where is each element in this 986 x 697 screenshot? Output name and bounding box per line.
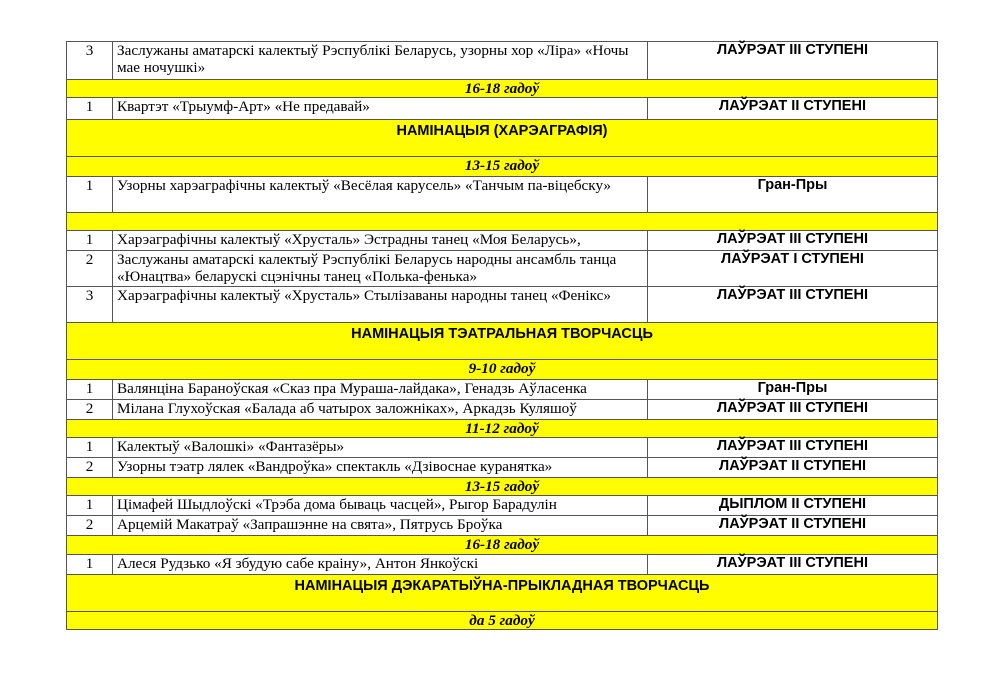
- row-number: 2: [67, 400, 113, 420]
- table-row: [67, 438, 938, 458]
- participant-name: Калектыў «Валошкі» «Фантазёры»: [113, 438, 648, 458]
- age-group-row: [67, 420, 938, 438]
- award-cell: Гран-Пры: [648, 380, 938, 400]
- age-group-heading: 11-12 гадоў: [67, 420, 938, 438]
- age-group-row: [67, 612, 938, 630]
- nomination-heading: НАМІНАЦЫЯ ДЭКАРАТЫЎНА-ПРЫКЛАДНАЯ ТВОРЧАСЦЬ: [67, 575, 938, 612]
- award-cell: ЛАЎРЭАТ ІІІ СТУПЕНІ: [648, 231, 938, 251]
- row-number: 1: [67, 98, 113, 120]
- award-cell: ЛАЎРЭАТ ІІ СТУПЕНІ: [648, 98, 938, 120]
- row-number: 1: [67, 438, 113, 458]
- award-cell: ЛАЎРЭАТ ІІ СТУПЕНІ: [648, 516, 938, 536]
- table-row: [67, 177, 938, 213]
- row-number: 3: [67, 42, 113, 80]
- row-number: 2: [67, 458, 113, 478]
- age-group-heading: 16-18 гадоў: [67, 80, 938, 98]
- table-row: [67, 380, 938, 400]
- participant-name: Валянціна Бараноўская «Сказ пра Мураша-лайдака», Генадзь Аўласенка: [113, 380, 648, 400]
- row-number: 1: [67, 380, 113, 400]
- age-group-row: [67, 213, 938, 231]
- participant-name: Цімафей Шыдлоўскі «Трэба дома бываць часцей», Рыгор Барадулін: [113, 496, 648, 516]
- row-number: 1: [67, 496, 113, 516]
- age-group-heading: 13-15 гадоў: [67, 478, 938, 496]
- table-row: [67, 98, 938, 120]
- age-group-row: [67, 536, 938, 555]
- row-number: 1: [67, 555, 113, 575]
- participant-name: Арцемій Макатраў «Запрашэнне на свята», Пятрусь Броўка: [113, 516, 648, 536]
- table-row: [67, 555, 938, 575]
- participant-name: Узорны харэаграфічны калектыў «Весёлая карусель» «Танчым па-віцебску»: [113, 177, 648, 213]
- participant-name: Алеся Рудзько «Я збудую сабе краіну», Антон Янкоўскі: [113, 555, 648, 575]
- participant-name: Заслужаны аматарскі калектыў Рэспублікі Беларусь народны ансамбль танца «Юнацтва» беларускі сцэнічны танец «Полька-фенька»: [113, 251, 648, 287]
- row-number: 1: [67, 231, 113, 251]
- table-row: [67, 287, 938, 323]
- results-table: [66, 41, 938, 630]
- award-cell: ЛАЎРЭАТ ІІІ СТУПЕНІ: [648, 42, 938, 80]
- nomination-heading: НАМІНАЦЫЯ (ХАРЭАГРАФІЯ): [67, 120, 938, 157]
- award-cell: ЛАЎРЭАТ ІІІ СТУПЕНІ: [648, 400, 938, 420]
- award-cell: Гран-Пры: [648, 177, 938, 213]
- participant-name: Узорны тэатр лялек «Вандроўка» спектакль «Дзівоснае куранятка»: [113, 458, 648, 478]
- participant-name: Харэаграфічны калектыў «Хрусталь» Эстрадны танец «Моя Беларусь»,: [113, 231, 648, 251]
- table-row: [67, 458, 938, 478]
- nomination-row: [67, 120, 938, 157]
- age-group-heading: 9-10 гадоў: [67, 360, 938, 380]
- award-cell: ЛАЎРЭАТ ІІІ СТУПЕНІ: [648, 287, 938, 323]
- row-number: 2: [67, 251, 113, 287]
- award-cell: ЛАЎРЭАТ ІІІ СТУПЕНІ: [648, 438, 938, 458]
- participant-name: Заслужаны аматарскі калектыў Рэспублікі Беларусь, узорны хор «Ліра» «Ночы мае ночушкі»: [113, 42, 648, 80]
- participant-name: Мілана Глухоўская «Балада аб чатырох заложніках», Аркадзь Куляшоў: [113, 400, 648, 420]
- age-group-heading: 13-15 гадоў: [67, 157, 938, 177]
- table-row: [67, 516, 938, 536]
- row-number: 3: [67, 287, 113, 323]
- age-group-row: [67, 157, 938, 177]
- nomination-heading: НАМІНАЦЫЯ ТЭАТРАЛЬНАЯ ТВОРЧАСЦЬ: [67, 323, 938, 360]
- award-cell: ЛАЎРЭАТ І СТУПЕНІ: [648, 251, 938, 287]
- nomination-row: [67, 575, 938, 612]
- age-group-heading: 16-18 гадоў: [67, 536, 938, 555]
- age-group-row: [67, 478, 938, 496]
- row-number: 2: [67, 516, 113, 536]
- row-number: 1: [67, 177, 113, 213]
- table-row: [67, 42, 938, 80]
- participant-name: Харэаграфічны калектыў «Хрусталь» Стылізаваны народны танец «Фенікс»: [113, 287, 648, 323]
- participant-name: Квартэт «Трыумф-Арт» «Не предавай»: [113, 98, 648, 120]
- table-row: [67, 400, 938, 420]
- age-group-row: [67, 80, 938, 98]
- award-cell: ДЫПЛОМ ІІ СТУПЕНІ: [648, 496, 938, 516]
- award-cell: ЛАЎРЭАТ ІІ СТУПЕНІ: [648, 458, 938, 478]
- table-row: [67, 251, 938, 287]
- results-table-body: [67, 42, 938, 630]
- table-row: [67, 231, 938, 251]
- nomination-row: [67, 323, 938, 360]
- table-row: [67, 496, 938, 516]
- age-group-heading: [67, 213, 938, 231]
- award-cell: ЛАЎРЭАТ ІІІ СТУПЕНІ: [648, 555, 938, 575]
- age-group-heading: да 5 гадоў: [67, 612, 938, 630]
- age-group-row: [67, 360, 938, 380]
